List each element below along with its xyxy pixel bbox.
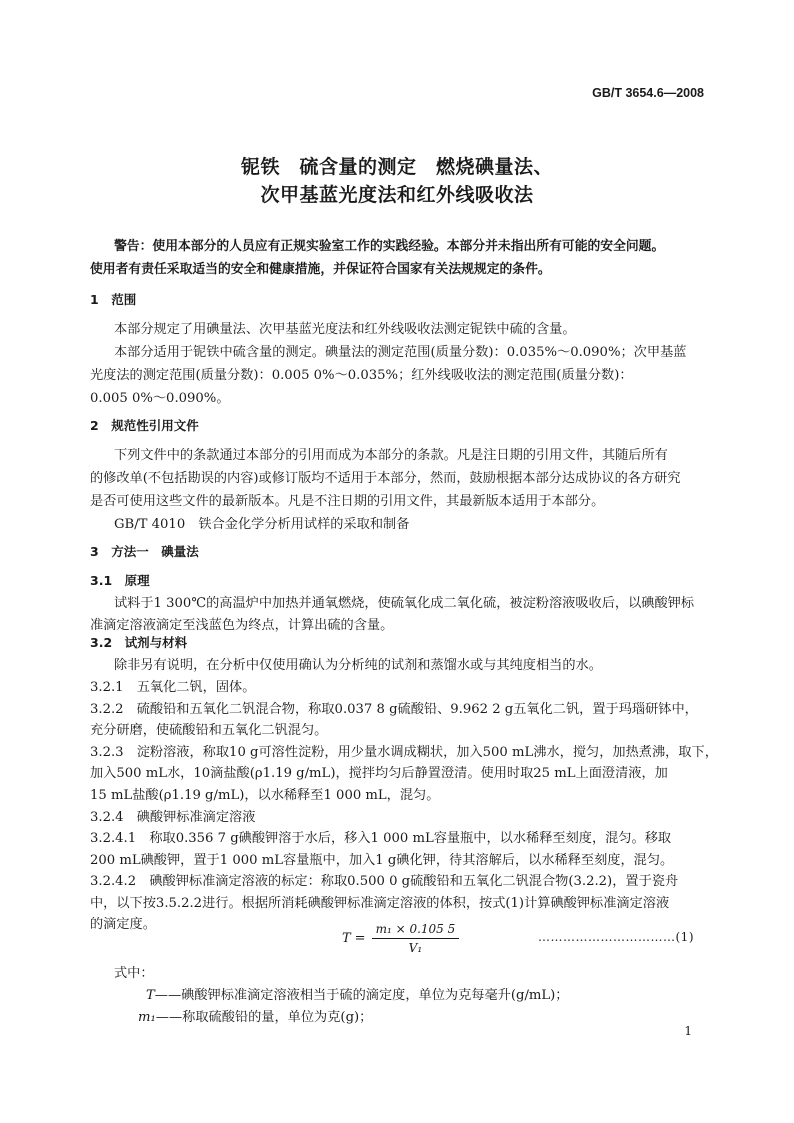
- section-3-1-heading: 3.1 原理: [90, 573, 150, 588]
- section-3-1-line-1: 试料于1 300℃的高温炉中加热并通氧燃烧，使硫氧化成二氧化硫，被淀粉溶液吸收后，以碘酸钾标: [114, 596, 695, 611]
- section-2-para-line-1: 下列文件中的条款通过本部分的引用而成为本部分的条款。凡是注日期的引用文件，其随后所有: [114, 448, 668, 463]
- where-item-T: [146, 984, 568, 1003]
- where-T-desc: ——碘酸钾标准滴定溶液相当于硫的滴定度，单位为克每毫升(g/mL)；: [154, 988, 569, 1003]
- section-3-heading: 3 方法一 碘量法: [90, 544, 199, 559]
- section-2-para-line-3: 是否可使用这些文件的最新版本。凡是不注日期的引用文件，其最新版本适用于本部分。: [90, 494, 605, 509]
- clause-3-2-4-1-line-1: 3.2.4.1 称取0.356 7 g碘酸钾溶于水后，移入1 000 mL容量瓶中，以水稀释至刻度，混匀。移取: [90, 831, 672, 846]
- normative-reference: GB/T 4010 铁合金化学分析用试样的采取和制备: [114, 517, 410, 532]
- clause-3-2-4-1-line-2: 200 mL碘酸钾，置于1 000 mL容量瓶中，加入1 g碘化钾，待其溶解后，以水稀释至刻度，混匀。: [90, 853, 674, 868]
- clause-3-2-4: 3.2.4 碘酸钾标准滴定溶液: [90, 810, 256, 825]
- where-m1-symbol: m₁: [138, 1010, 156, 1025]
- title-line-2: 次甲基蓝光度法和红外线吸收法: [260, 184, 534, 206]
- clause-3-2-3-line-2: 加入500 mL水，10滴盐酸(ρ1.19 g/mL)，搅拌均匀后静置澄清。使用时取25 mL上面澄清液，加: [90, 766, 668, 781]
- section-1-para-1: 本部分规定了用碘量法、次甲基蓝光度法和红外线吸收法测定铌铁中硫的含量。: [114, 322, 576, 337]
- section-3-2-para: 除非另有说明，在分析中仅使用确认为分析纯的试剂和蒸馏水或与其纯度相当的水。: [114, 658, 602, 673]
- section-1-para-2-line-2: 光度法的测定范围(质量分数)：0.005 0%～0.035%；红外线吸收法的测定范围(质量分数)：: [90, 368, 633, 383]
- section-2-para-line-2: 的修改单(不包括勘误的内容)或修订版均不适用于本部分，然而，鼓励根据本部分达成协议的各方研究: [90, 471, 681, 486]
- formula-leader: [538, 930, 694, 944]
- clause-3-2-3-line-3: 15 mL盐酸(ρ1.19 g/mL)，以水稀释至1 000 mL，混匀。: [90, 788, 440, 803]
- where-m1-desc: ——称取硫酸铅的量，单位为克(g)；: [155, 1010, 373, 1025]
- section-1-para-2-line-3: 0.005 0%～0.090%。: [90, 391, 230, 406]
- warning-line-1: 警告：使用本部分的人员应有正规实验室工作的实践经验。本部分并未指出所有可能的安全问题。: [114, 239, 665, 254]
- section-1-heading: 1 范围: [90, 292, 137, 307]
- formula-number: (1): [675, 930, 694, 944]
- title-line-1: 铌铁 硫含量的测定 燃烧碘量法、: [240, 156, 553, 178]
- where-item-m1: [138, 1006, 372, 1025]
- section-2-heading: 2 规范性引用文件: [90, 418, 199, 433]
- formula-equals: =: [354, 931, 366, 946]
- formula-1: [342, 922, 459, 955]
- clause-3-2-1: 3.2.1 五氧化二钒，固体。: [90, 680, 256, 695]
- section-3-1-line-2: 准滴定溶液滴定至浅蓝色为终点，计算出硫的含量。: [90, 618, 394, 633]
- formula-dots: ……………………………: [538, 930, 676, 944]
- page-number: 1: [684, 1024, 692, 1038]
- formula-numerator: m₁ × 0.105 5: [372, 922, 460, 939]
- standard-code: GB/T 3654.6—2008: [592, 86, 704, 100]
- section-1-para-2-line-1: 本部分适用于铌铁中硫含量的测定。碘量法的测定范围(质量分数)：0.035%～0.090%；次甲基蓝: [114, 345, 687, 360]
- formula-fraction: [372, 922, 460, 955]
- clause-3-2-2-line-1: 3.2.2 硫酸铅和五氧化二钒混合物，称取0.037 8 g硫酸铅、9.962 2 g五氧化二钒，置于玛瑙研钵中，: [90, 702, 698, 717]
- clause-3-2-3-line-1: 3.2.3 淀粉溶液，称取10 g可溶性淀粉，用少量水调成糊状，加入500 mL沸水，搅匀，加热煮沸，取下，: [90, 745, 718, 760]
- where-T-symbol: T: [146, 988, 155, 1003]
- clause-3-2-4-2-line-2: 中，以下按3.5.2.2进行。根据所消耗碘酸钾标准滴定溶液的体积，按式(1)计算碘酸钾标准滴定溶液: [90, 896, 670, 911]
- clause-3-2-4-2-line-1: 3.2.4.2 碘酸钾标准滴定溶液的标定：称取0.500 0 g硫酸铅和五氧化二钒混合物(3.2.2)，置于瓷舟: [90, 874, 679, 889]
- formula-denominator: V₁: [408, 941, 423, 955]
- section-3-2-heading: 3.2 试剂与材料: [90, 635, 188, 650]
- clause-3-2-2-line-2: 充分研磨，使硫酸铅和五氧化二钒混匀。: [90, 723, 328, 738]
- formula-lhs: T: [342, 931, 351, 946]
- clause-3-2-4-2-line-3: 的滴定度。: [90, 917, 156, 932]
- where-label: 式中：: [114, 966, 154, 981]
- warning-line-2: 使用者有责任采取适当的安全和健康措施，并保证符合国家有关法规规定的条件。: [90, 262, 551, 277]
